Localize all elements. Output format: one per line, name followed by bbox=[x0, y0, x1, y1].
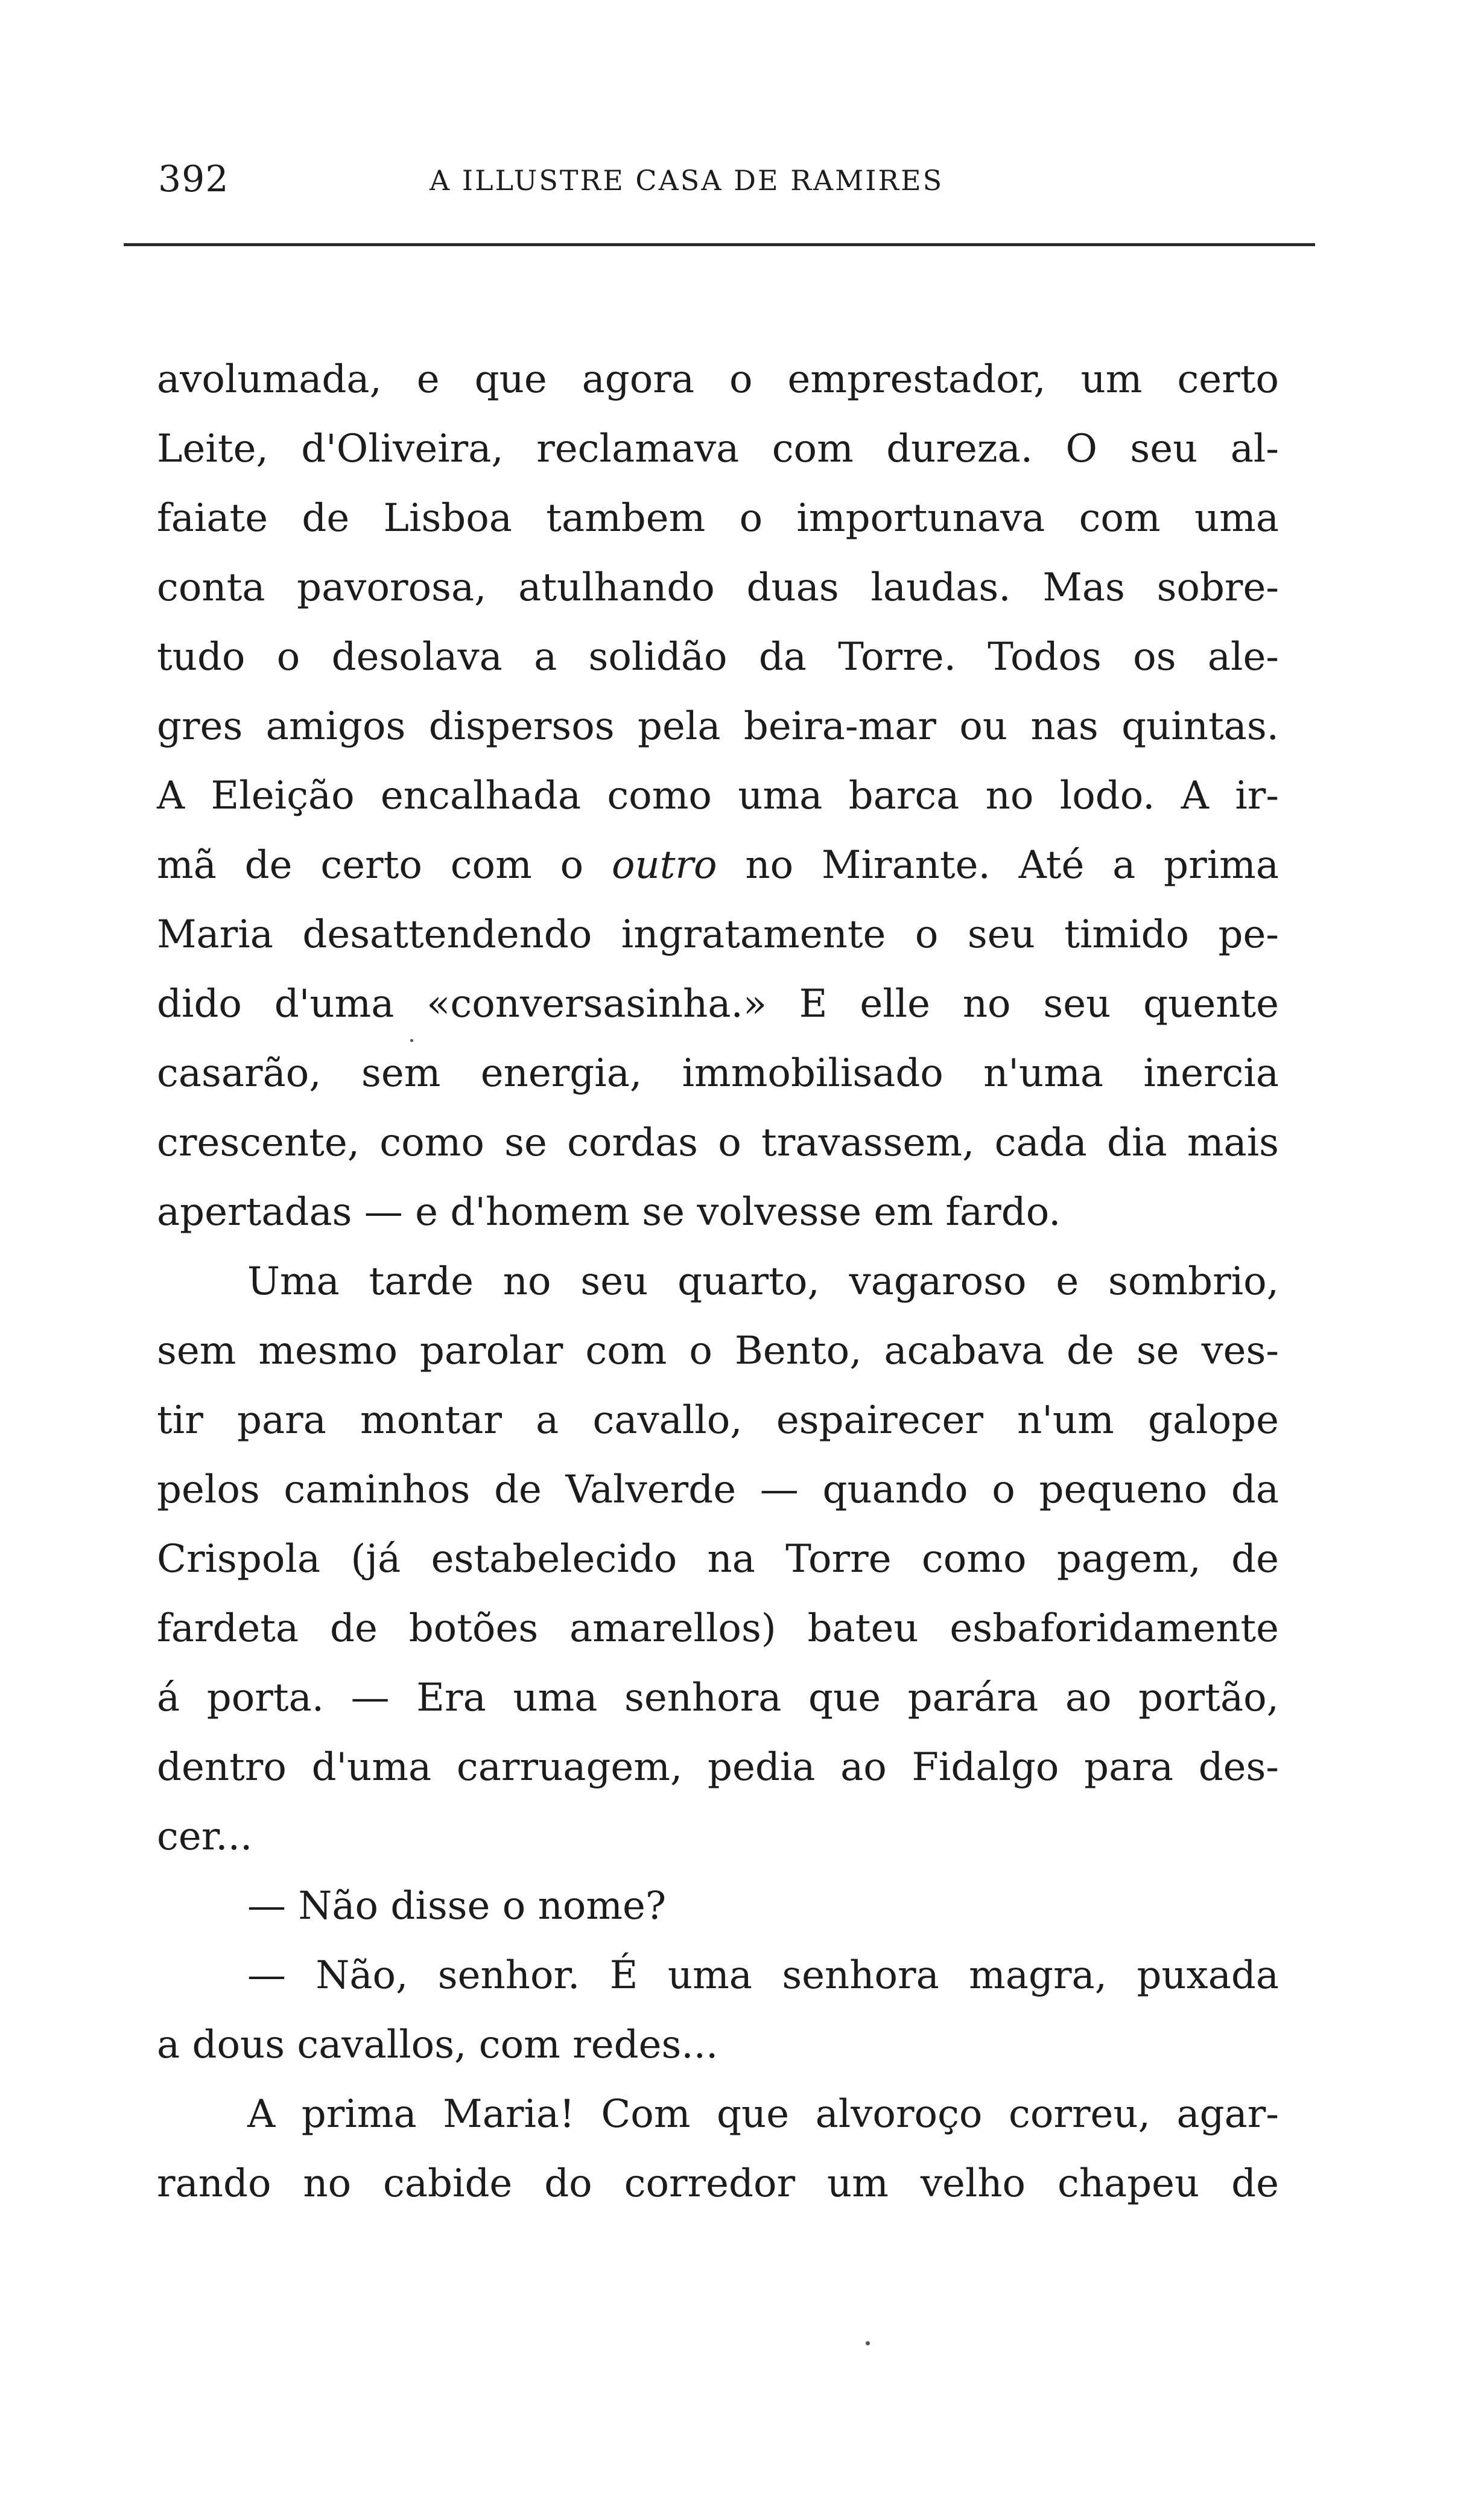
paragraph-end-line: cer... bbox=[157, 1814, 253, 1859]
paragraph-start-line: Uma tarde no seu quarto, vagaroso e sombrio, bbox=[247, 1259, 1279, 1304]
text-line: faiate de Lisboa tambem o importunava com uma bbox=[157, 496, 1279, 541]
text-line: Crispola (já estabelecido na Torre como pagem, de bbox=[157, 1537, 1279, 1581]
paper-speck bbox=[410, 1039, 413, 1042]
text-line: avolumada, e que agora o emprestador, um certo bbox=[157, 357, 1279, 402]
header-rule bbox=[124, 243, 1315, 246]
text-line: rando no cabide do corredor um velho chapeu de bbox=[157, 2161, 1279, 2206]
text-line: conta pavorosa, atulhando duas laudas. Mas sobre- bbox=[157, 565, 1279, 610]
text-line: crescente, como se cordas o travassem, cada dia mais bbox=[157, 1120, 1279, 1165]
text-line: A Eleição encalhada como uma barca no lodo. A ir- bbox=[157, 774, 1279, 818]
text-segment: no Mirante. Até a prima bbox=[717, 843, 1279, 888]
paragraph-end-line: a dous cavallos, com redes... bbox=[157, 2023, 718, 2067]
italic-word: outro bbox=[611, 843, 717, 888]
page-number: 392 bbox=[158, 158, 229, 200]
text-line: sem mesmo parolar com o Bento, acabava de se ves- bbox=[157, 1329, 1279, 1373]
text-line: dido d'uma «conversasinha.» E elle no seu quente bbox=[157, 982, 1279, 1026]
paragraph-end-line: apertadas — e d'homem se volvesse em fardo. bbox=[157, 1190, 1061, 1235]
text-line: Leite, d'Oliveira, reclamava com dureza. O seu al- bbox=[157, 427, 1279, 471]
text-line: pelos caminhos de Valverde — quando o pequeno da bbox=[157, 1467, 1279, 1512]
text-line: tir para montar a cavallo, espairecer n'um galope bbox=[157, 1398, 1279, 1443]
paragraph-start-line: A prima Maria! Com que alvoroço correu, agar- bbox=[247, 2092, 1279, 2137]
body-text bbox=[157, 345, 1279, 2219]
paper-speck bbox=[866, 2341, 870, 2345]
dialogue-line: — Não disse o nome? bbox=[247, 1884, 667, 1928]
text-line bbox=[157, 831, 1279, 900]
text-segment: mã de certo com o bbox=[157, 843, 612, 888]
dialogue-line: — Não, senhor. É uma senhora magra, puxada bbox=[247, 1953, 1279, 1998]
text-line: Maria desattendendo ingratamente o seu timido pe- bbox=[157, 912, 1279, 957]
page-header bbox=[158, 158, 1268, 212]
text-line: dentro d'uma carruagem, pedia ao Fidalgo para des- bbox=[157, 1745, 1279, 1790]
text-line: fardeta de botões amarellos) bateu esbaforidamente bbox=[157, 1606, 1279, 1651]
text-line: tudo o desolava a solidão da Torre. Todos os ale- bbox=[157, 635, 1279, 679]
text-line: gres amigos dispersos pela beira-mar ou nas quintas. bbox=[157, 704, 1279, 749]
text-line: á porta. — Era uma senhora que parára ao portão, bbox=[157, 1676, 1279, 1720]
text-line: casarão, sem energia, immobilisado n'uma inercia bbox=[157, 1051, 1279, 1096]
running-title: A ILLUSTRE CASA DE RAMIRES bbox=[430, 164, 944, 197]
